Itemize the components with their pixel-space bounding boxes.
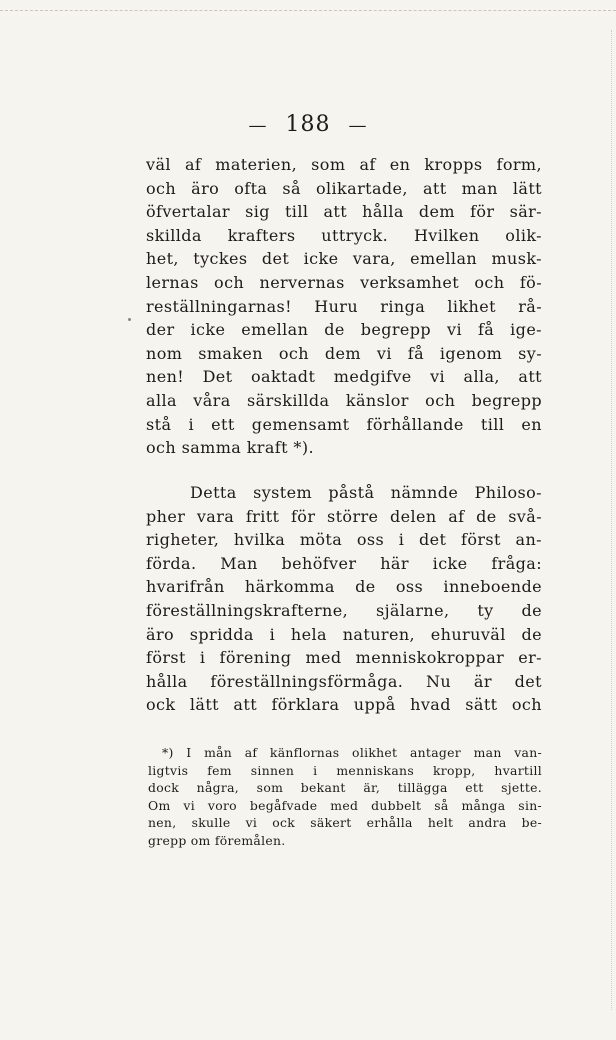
- paragraph-line: righeter, hvilka möta oss i det först an-: [146, 530, 542, 550]
- header-dash-left: —: [248, 115, 268, 136]
- paragraph-line: hålla föreställningsförmåga. Nu är det: [146, 671, 542, 691]
- paragraph-line: hvarifrån härkomma de oss inneboende: [146, 577, 542, 597]
- paragraph-line: nen! Det oaktadt medgifve vi alla, att: [146, 367, 542, 387]
- paragraph-line: alla våra särskillda känslor och begrepp: [146, 390, 542, 410]
- right-edge-rule: [611, 30, 612, 1010]
- paragraph-line: reställningarnas! Huru ringa likhet rå-: [146, 296, 542, 316]
- footnote-line: Om vi voro begåfvade med dubbelt så många sin-: [148, 797, 542, 813]
- paragraph-line: Detta system påstå nämnde Philoso-: [190, 483, 542, 502]
- footnote: [148, 744, 542, 850]
- paragraph-line: der icke emellan de begrepp vi få ige-: [146, 320, 542, 340]
- paragraph-line: och samma kraft *).: [146, 438, 314, 458]
- footnote-line: ligtvis fem sinnen i menniskans kropp, hvartill: [148, 762, 542, 778]
- page-header: [0, 112, 616, 137]
- paragraph-line: nom smaken och dem vi få igenom sy-: [146, 343, 542, 363]
- footnote-line: *) I mån af känflornas olikhet antager man van-: [162, 745, 542, 760]
- paragraph-line: och äro ofta så olikartade, att man lätt: [146, 178, 542, 198]
- paragraph-line: föreställningskrafterne, själarne, ty de: [146, 600, 542, 620]
- margin-mark: [128, 318, 131, 321]
- paragraph-line: förda. Man behöfver här icke fråga:: [146, 553, 542, 573]
- paragraph-2: [146, 481, 542, 717]
- paragraph-line: öfvertalar sig till att hålla dem för sär-: [146, 202, 542, 222]
- paragraph-line: pher vara fritt för större delen af de svå-: [146, 506, 542, 526]
- paragraph-line: äro spridda i hela naturen, ehuruväl de: [146, 624, 542, 644]
- paragraph-line: stå i ett gemensamt förhållande till en: [146, 414, 542, 434]
- footnote-line: nen, skulle vi ock säkert erhålla helt andra be-: [148, 815, 542, 831]
- top-edge-rule: [0, 10, 616, 11]
- page-number: 188: [285, 112, 331, 137]
- footnote-line: grepp om föremålen.: [148, 832, 286, 848]
- paragraph-line: väl af materien, som af en kropps form,: [146, 155, 542, 174]
- footnote-line: dock några, som bekant är, tillägga ett sjette.: [148, 780, 542, 796]
- paragraph-line: het, tyckes det icke vara, emellan musk-: [146, 249, 542, 269]
- paragraph-1: [146, 153, 542, 460]
- paragraph-line: lernas och nervernas verksamhet och fö-: [146, 272, 542, 292]
- paragraph-line: skillda krafters uttryck. Hvilken olik-: [146, 225, 542, 245]
- header-dash-right: —: [348, 115, 368, 136]
- paragraph-line: först i förening med menniskokroppar er-: [146, 648, 542, 668]
- paragraph-line: ock lätt att förklara uppå hvad sätt och: [146, 695, 542, 715]
